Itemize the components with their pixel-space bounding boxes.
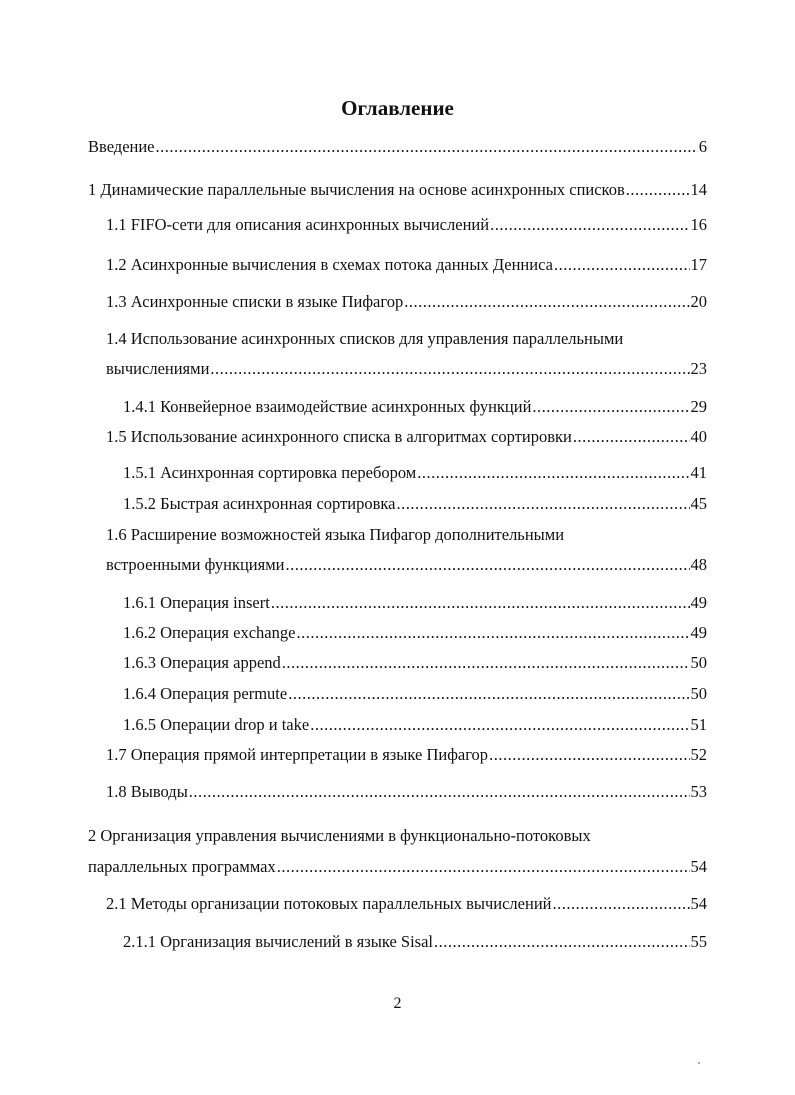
toc-entry-text: 1.6.1 Операция insert xyxy=(123,593,270,612)
toc-entry-text: параллельных программах xyxy=(88,857,276,876)
toc-entry-text-line1[interactable]: 1.4 Использование асинхронных списков для управления параллельными xyxy=(106,329,624,348)
toc-leader-dots xyxy=(271,593,690,613)
toc-entry-page: 50 xyxy=(690,684,707,703)
toc-entry-text: вычислениями xyxy=(106,359,210,378)
toc-entry-text: 2.1.1 Организация вычислений в языке Sisal xyxy=(123,932,434,951)
toc-entry-page: 29 xyxy=(690,397,707,416)
toc-leader-dots xyxy=(282,653,690,673)
toc-entry[interactable] xyxy=(123,623,707,643)
toc-leader-dots xyxy=(277,857,690,877)
toc-entry[interactable] xyxy=(123,494,707,514)
toc-leader-dots xyxy=(288,684,689,704)
toc-leader-dots xyxy=(286,555,690,575)
toc-entry-text: 1.5.1 Асинхронная сортировка перебором xyxy=(123,463,417,482)
toc-entry[interactable] xyxy=(123,397,707,417)
toc-leader-dots xyxy=(554,255,690,275)
toc-leader-dots xyxy=(296,623,689,643)
toc-entry[interactable] xyxy=(106,782,707,802)
toc-entry-page: 52 xyxy=(690,745,707,764)
toc-entry[interactable] xyxy=(123,684,707,704)
toc-entry-text: 1 Динамические параллельные вычисления на основе асинхронных списков xyxy=(88,180,625,199)
toc-entry[interactable] xyxy=(123,715,707,735)
toc-leader-dots xyxy=(573,427,690,447)
toc-entry-page: 49 xyxy=(690,593,707,612)
toc-entry-page: 53 xyxy=(690,782,707,801)
toc-entry-text: 1.5 Использование асинхронного списка в алгоритмах сортировки xyxy=(106,427,572,446)
toc-entry-page: 49 xyxy=(690,623,707,642)
toc-leader-dots xyxy=(434,932,689,952)
toc-entry[interactable] xyxy=(88,180,707,200)
toc-entry-page: 54 xyxy=(690,857,707,876)
toc-leader-dots xyxy=(397,494,690,514)
toc-entry[interactable] xyxy=(106,555,707,575)
toc-entry[interactable] xyxy=(123,653,707,673)
toc-leader-dots xyxy=(490,215,689,235)
toc-entry[interactable] xyxy=(106,215,707,235)
toc-entry-text: 1.6.3 Операция append xyxy=(123,653,281,672)
page-number: 2 xyxy=(393,995,402,1012)
toc-entry[interactable] xyxy=(123,932,707,952)
toc-entry-text: 1.8 Выводы xyxy=(106,782,188,801)
toc-entry-page: 50 xyxy=(690,653,707,672)
toc-entry-text-line1[interactable]: 1.6 Расширение возможностей языка Пифагор дополнительными xyxy=(106,525,565,544)
toc-entry[interactable] xyxy=(106,894,707,914)
toc-entry[interactable] xyxy=(123,463,707,483)
toc-entry-page: 51 xyxy=(690,715,707,734)
toc-leader-dots xyxy=(532,397,689,417)
toc-leader-dots xyxy=(156,137,698,157)
toc-entry[interactable] xyxy=(88,137,707,157)
scan-artifact xyxy=(698,1062,700,1064)
toc-leader-dots xyxy=(310,715,689,735)
toc-leader-dots xyxy=(626,180,690,200)
toc-entry-page: 41 xyxy=(690,463,707,482)
toc-entry-text: 1.4.1 Конвейерное взаимодействие асинхронных функций xyxy=(123,397,532,416)
toc-entry-text: встроенными функциями xyxy=(106,555,285,574)
toc-entry-page: 6 xyxy=(698,137,707,156)
toc-leader-dots xyxy=(489,745,689,765)
toc-entry-text-line1[interactable]: 2 Организация управления вычислениями в функционально-потоковых xyxy=(88,826,591,845)
toc-entry-page: 40 xyxy=(690,427,707,446)
toc-entry-page: 45 xyxy=(690,494,707,513)
toc-entry-text: 1.6.2 Операция exchange xyxy=(123,623,296,642)
toc-entry-text: 1.3 Асинхронные списки в языке Пифагор xyxy=(106,292,404,311)
toc-entry[interactable] xyxy=(106,745,707,765)
toc-entry-text: 1.7 Операция прямой интерпретации в языке Пифагор xyxy=(106,745,489,764)
toc-entry[interactable] xyxy=(106,292,707,312)
toc-entry-text: 1.2 Асинхронные вычисления в схемах потока данных Денниса xyxy=(106,255,553,274)
toc-entry[interactable] xyxy=(106,359,707,379)
toc-entry[interactable] xyxy=(106,255,707,275)
toc-entry[interactable] xyxy=(106,427,707,447)
toc-leader-dots xyxy=(417,463,689,483)
toc-entry-page: 23 xyxy=(690,359,707,378)
toc-leader-dots xyxy=(552,894,689,914)
toc-entry[interactable] xyxy=(123,593,707,613)
toc-entry-page: 55 xyxy=(690,932,707,951)
toc-entry-text: 1.6.5 Операции drop и take xyxy=(123,715,310,734)
toc-entry-text: 1.6.4 Операция permute xyxy=(123,684,288,703)
toc-entry-page: 16 xyxy=(690,215,707,234)
toc-leader-dots xyxy=(189,782,690,802)
toc-entry-page: 20 xyxy=(690,292,707,311)
toc-entry-page: 54 xyxy=(690,894,707,913)
toc-entry-text: Введение xyxy=(88,137,155,156)
toc-entry-page: 17 xyxy=(690,255,707,274)
toc-title: Оглавление xyxy=(341,96,454,120)
toc-entry-page: 48 xyxy=(690,555,707,574)
toc-leader-dots xyxy=(404,292,689,312)
toc-entry-text: 1.5.2 Быстрая асинхронная сортировка xyxy=(123,494,396,513)
toc-entry[interactable] xyxy=(88,857,707,877)
toc-leader-dots xyxy=(210,359,689,379)
toc-entry-text: 1.1 FIFO-сети для описания асинхронных вычислений xyxy=(106,215,490,234)
toc-entry-page: 14 xyxy=(690,180,707,199)
toc-entry-text: 2.1 Методы организации потоковых параллельных вычислений xyxy=(106,894,552,913)
